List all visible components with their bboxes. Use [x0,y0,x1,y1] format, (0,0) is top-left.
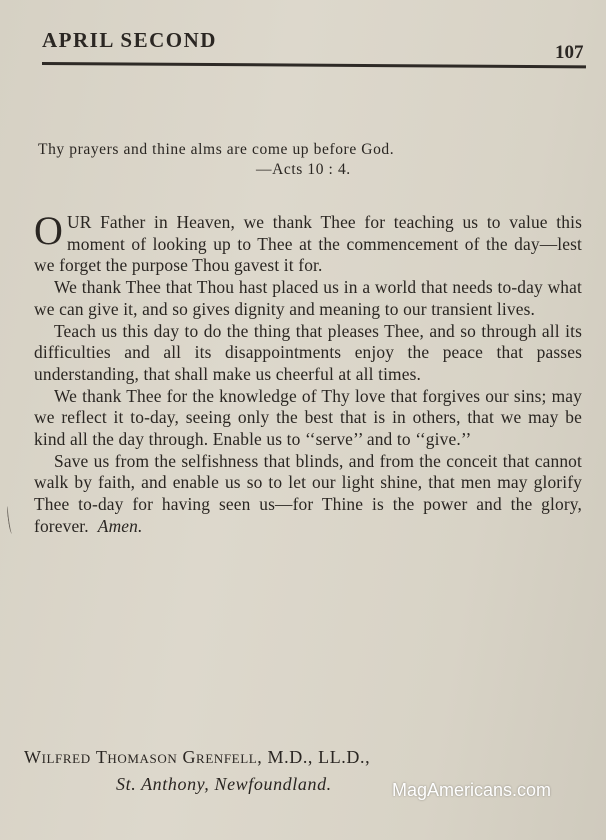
page-heading: APRIL SECOND [42,28,217,52]
epigraph [38,140,586,180]
prayer-paragraph-4: We thank Thee for the knowledge of Thy love that forgives our sins; may we reflect it to-day, seeing only the best that is in others, that we may be kind all the day through. Enable us to ‘‘serve’’ and to ‘‘give.’’ [34,385,582,450]
prayer-paragraph-1-text: UR Father in Heaven, we thank Thee for teaching us to value this moment of looking up to Thee at the commencement of the day—lest we forget the purpose Thou gavest it for. [34,212,582,276]
prayer-paragraph-5-text: Save us from the selfishness that blinds, and from the conceit that cannot walk by faith, and enable us so to let our light shine, that men may glorify Thee to-day for having seen us—for Thine is the power and the glory, forever. [34,450,582,536]
page-number: 107 [555,42,584,63]
author-first-name: Wilfred [24,747,91,767]
drop-cap: O [34,208,64,253]
epigraph-quote: Thy prayers and thine alms are come up before God. [38,141,395,158]
author-middle-name: Thomason [95,747,178,767]
author-location: St. Anthony, Newfoundland. [116,774,332,794]
prayer-paragraph-2: We thank Thee that Thou hast placed us in a world that needs to-day what we can give it, and so gives dignity and meaning to our transient lives. [34,277,582,319]
prayer-paragraph-5 [34,451,582,538]
watermark: MagAmericans.com [392,780,552,800]
epigraph-reference: —Acts 10 : 4. [256,161,351,178]
author-last-name: Grenfell, [182,747,263,767]
prayer-body [34,208,582,538]
author-degrees: M.D., LL.D., [267,747,371,767]
header-rule [42,62,586,68]
pencil-mark [6,506,14,534]
prayer-paragraph-3: Teach us this day to do the thing that pleases Thee, and so through all its difficulties and all its disappointments enjoy the peace that passes understanding, that shall make us cheerful at all times. [34,320,582,384]
amen: Amen. [97,515,143,536]
author-name [24,747,370,768]
prayer-paragraph-1 [34,208,582,277]
